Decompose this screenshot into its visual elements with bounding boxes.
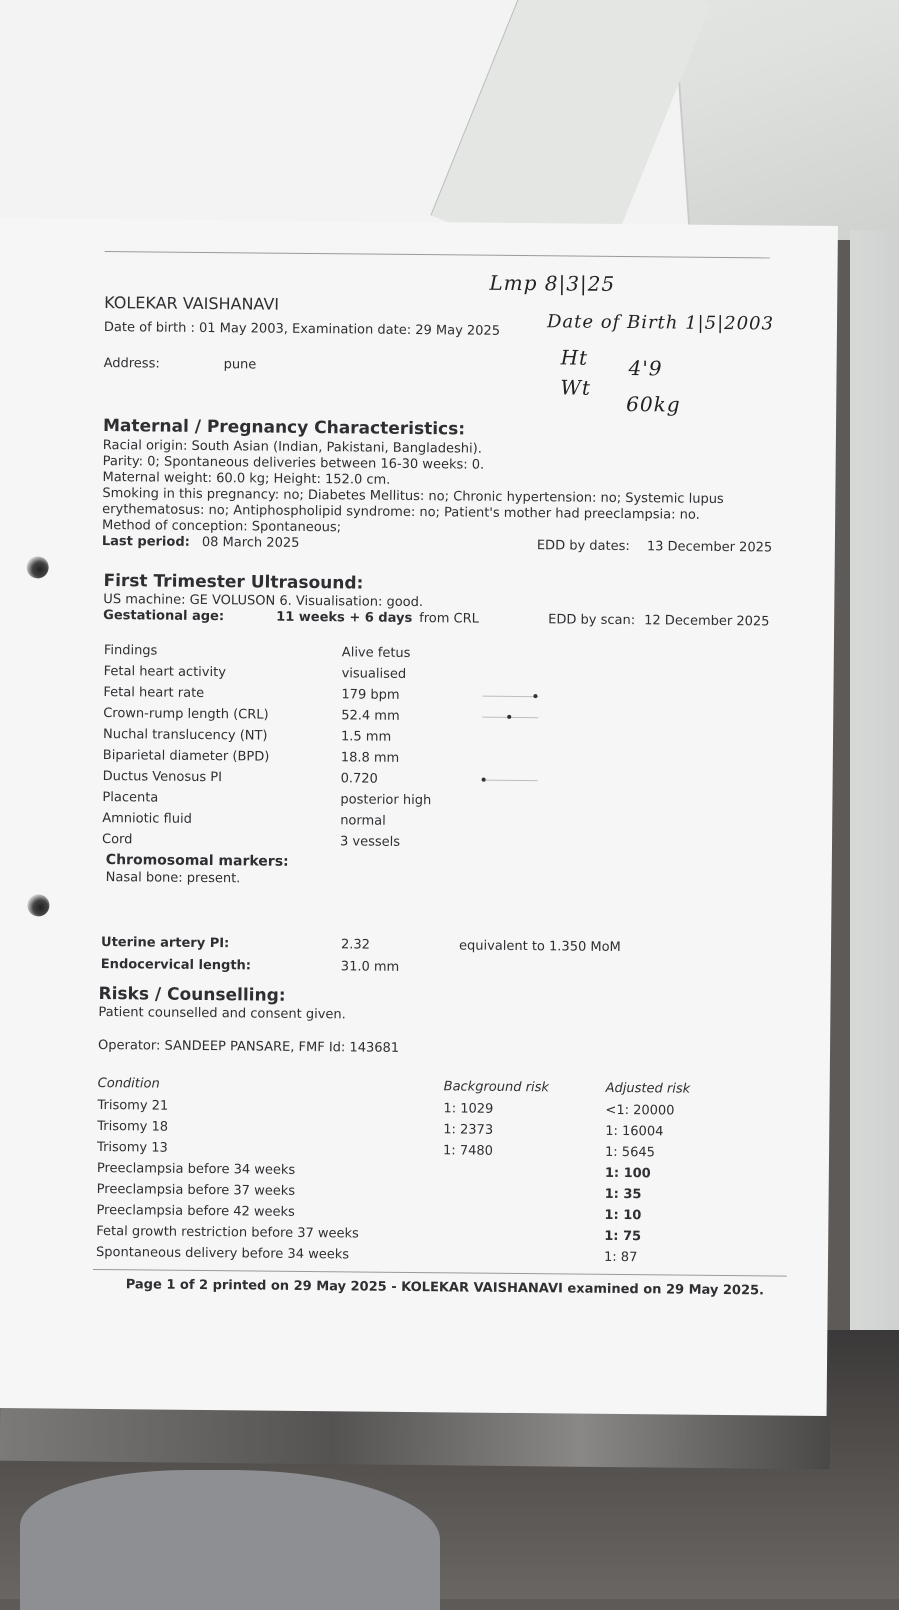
handwritten-wt-label: Wt xyxy=(560,375,592,400)
weight-height: Maternal weight: 60.0 kg; Height: 152.0 cm. xyxy=(102,469,391,488)
finding-value: 52.4 mm xyxy=(341,708,400,724)
background-lap xyxy=(20,1470,440,1610)
ga-label: Gestational age: xyxy=(103,608,225,625)
dv-range-line xyxy=(482,780,538,782)
history-line-2: erythematosus: no; Antiphospholipid syndrome: no; Patient's mother had preeclampsia: no. xyxy=(102,501,700,523)
top-rule xyxy=(105,251,770,258)
uterine-pi-value: 2.32 xyxy=(340,937,371,953)
endocervical-value: 31.0 mm xyxy=(340,959,400,975)
risks-heading: Risks / Counselling: xyxy=(98,983,286,1006)
risk-condition: Preeclampsia before 37 weeks xyxy=(96,1181,296,1199)
finding-value: 179 bpm xyxy=(341,687,400,703)
risk-background: 1: 7480 xyxy=(442,1143,494,1159)
fhr-range-line xyxy=(482,696,538,698)
background-right-paper xyxy=(850,230,899,1350)
risk-condition: Trisomy 21 xyxy=(97,1097,169,1114)
risk-adjusted: 1: 35 xyxy=(604,1186,642,1203)
finding-label: Ductus Venosus PI xyxy=(102,769,223,786)
history-line-1: Smoking in this pregnancy: no; Diabetes Mellitus: no; Chronic hypertension: no; Systemic lupus xyxy=(102,485,724,507)
risk-adjusted: 1: 87 xyxy=(603,1249,638,1266)
finding-label: Crown-rump length (CRL) xyxy=(103,706,269,723)
finding-value: visualised xyxy=(341,666,407,682)
finding-label: Biparietal diameter (BPD) xyxy=(102,748,270,765)
ga-value: 11 weeks + 6 days xyxy=(276,609,413,626)
dob-exam-date: Date of birth : 01 May 2003, Examination date: 29 May 2025 xyxy=(103,320,501,339)
risk-condition: Fetal growth restriction before 37 weeks xyxy=(96,1223,359,1242)
risk-adjusted: 1: 100 xyxy=(604,1165,651,1182)
finding-label: Amniotic fluid xyxy=(102,811,192,827)
risk-adjusted: <1: 20000 xyxy=(605,1102,675,1119)
punch-hole xyxy=(27,556,49,578)
risk-condition: Trisomy 18 xyxy=(97,1118,169,1135)
last-period-value: 08 March 2025 xyxy=(201,534,300,551)
risk-adjusted: 1: 75 xyxy=(604,1228,642,1245)
footer-rule xyxy=(93,1269,787,1277)
handwritten-dob: Date of Birth 1|5|2003 xyxy=(546,311,775,335)
page-footer: Page 1 of 2 printed on 29 May 2025 - KOLEKAR VAISHANAVI examined on 29 May 2025. xyxy=(125,1277,765,1299)
finding-value: 3 vessels xyxy=(339,834,401,850)
finding-label: Findings xyxy=(103,643,158,659)
finding-value: 0.720 xyxy=(340,771,378,787)
risk-background: 1: 2373 xyxy=(443,1122,494,1138)
risk-condition: Trisomy 13 xyxy=(97,1139,168,1156)
edd-dates-label: EDD by dates: xyxy=(536,538,630,555)
col-background-risk: Background risk xyxy=(443,1079,549,1096)
address-label: Address: xyxy=(103,356,160,372)
uterine-pi-label: Uterine artery PI: xyxy=(100,935,230,952)
handwritten-ht-label: Ht xyxy=(560,345,589,370)
us-machine: US machine: GE VOLUSON 6. Visualisation: good. xyxy=(103,592,424,611)
risk-background: 1: 1029 xyxy=(443,1101,494,1117)
handwritten-lmp: Lmp 8|3|25 xyxy=(489,270,616,296)
ultrasound-heading: First Trimester Ultrasound: xyxy=(103,571,364,594)
handwritten-ht-value: 4'9 xyxy=(628,356,663,381)
col-condition: Condition xyxy=(97,1075,160,1092)
finding-label: Cord xyxy=(101,832,133,848)
parity: Parity: 0; Spontaneous deliveries between 16-30 weeks: 0. xyxy=(102,453,485,473)
edd-dates-value: 13 December 2025 xyxy=(646,539,773,556)
risk-condition: Spontaneous delivery before 34 weeks xyxy=(96,1244,350,1263)
crl-marker xyxy=(507,715,511,719)
risk-adjusted: 1: 10 xyxy=(604,1207,642,1224)
finding-label: Fetal heart rate xyxy=(103,685,205,701)
conception-method: Method of conception: Spontaneous; xyxy=(101,517,342,536)
maternal-heading: Maternal / Pregnancy Characteristics: xyxy=(102,415,466,440)
nasal-bone: Nasal bone: present. xyxy=(105,870,241,887)
finding-value: 18.8 mm xyxy=(340,750,400,766)
finding-value: posterior high xyxy=(340,792,432,809)
uterine-pi-note: equivalent to 1.350 MoM xyxy=(458,938,621,955)
endocervical-label: Endocervical length: xyxy=(100,957,252,974)
operator: Operator: SANDEEP PANSARE, FMF Id: 143681 xyxy=(97,1037,400,1056)
ultrasound-report-page xyxy=(0,218,838,1416)
finding-label: Fetal heart activity xyxy=(103,664,226,681)
counsel-text: Patient counselled and consent given. xyxy=(98,1004,346,1023)
finding-label: Placenta xyxy=(102,790,159,806)
fhr-marker xyxy=(533,694,537,698)
finding-label: Nuchal translucency (NT) xyxy=(102,727,268,744)
ga-suffix: from CRL xyxy=(419,611,479,627)
chromosomal-heading: Chromosomal markers: xyxy=(105,852,289,870)
last-period-label: Last period: xyxy=(101,533,190,550)
finding-value: normal xyxy=(340,813,386,829)
patient-name: KOLEKAR VAISHANAVI xyxy=(104,293,280,314)
finding-value: 1.5 mm xyxy=(340,729,392,745)
handwritten-wt-value: 60kg xyxy=(626,392,681,417)
risk-adjusted: 1: 16004 xyxy=(605,1123,664,1140)
col-adjusted-risk: Adjusted risk xyxy=(605,1080,691,1097)
risk-condition: Preeclampsia before 42 weeks xyxy=(96,1202,295,1220)
racial-origin: Racial origin: South Asian (Indian, Pakistani, Bangladeshi). xyxy=(102,437,482,457)
punch-hole xyxy=(27,894,49,916)
edd-scan-label: EDD by scan: xyxy=(548,612,636,629)
risk-adjusted: 1: 5645 xyxy=(604,1144,656,1161)
risk-condition: Preeclampsia before 34 weeks xyxy=(96,1160,296,1178)
finding-value: Alive fetus xyxy=(341,645,411,661)
edd-scan-value: 12 December 2025 xyxy=(644,613,770,630)
address-value: pune xyxy=(223,357,257,373)
dv-marker xyxy=(482,778,486,782)
